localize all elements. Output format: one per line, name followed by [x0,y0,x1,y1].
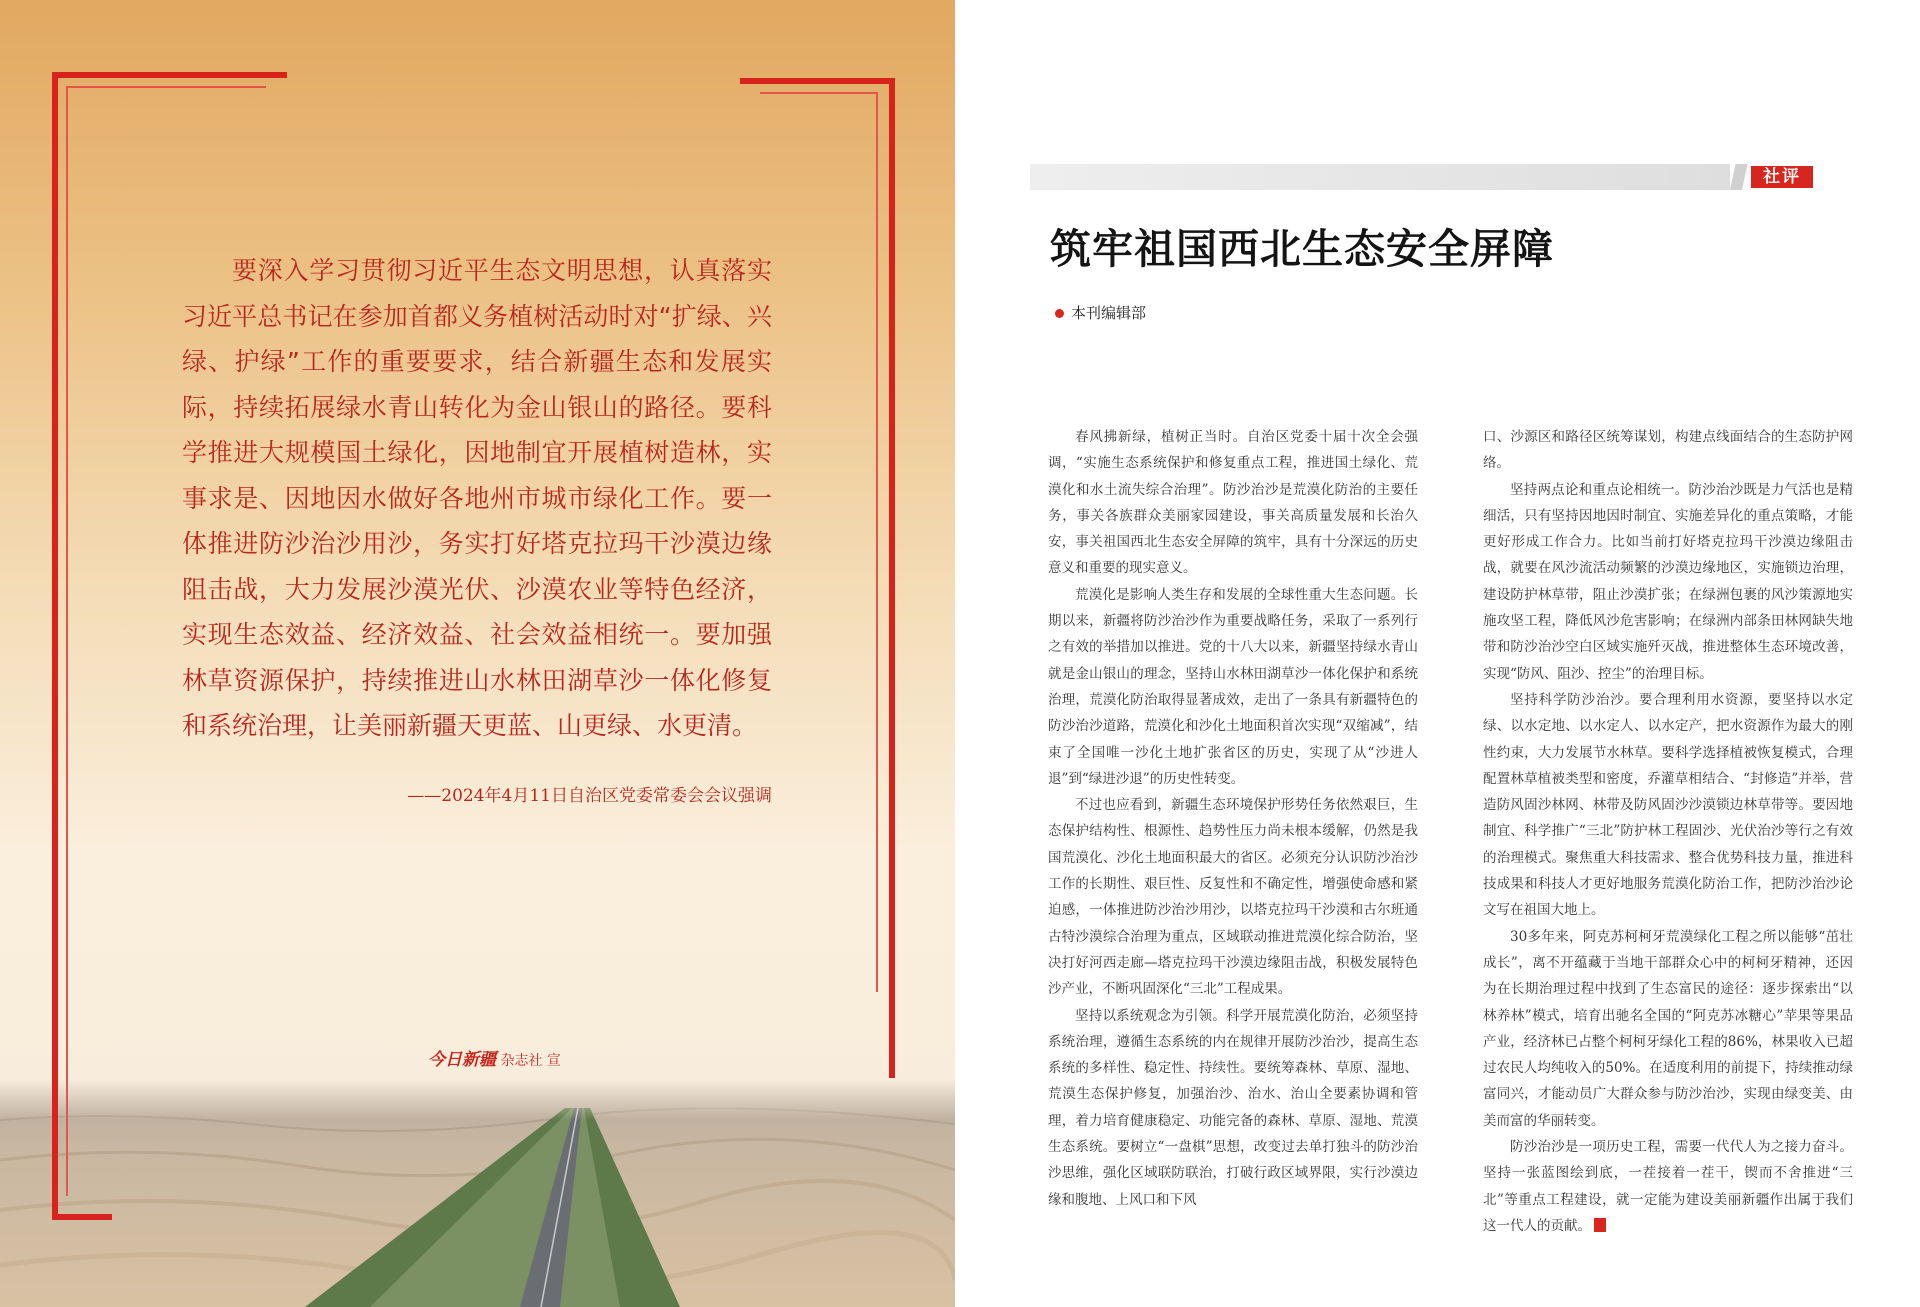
frame-right-bar [889,78,895,1078]
paragraph: 坚持两点论和重点论相统一。防沙治沙既是力气活也是精细活，只有坚持因地因时制宜、实施差异化的重点策略，才能更好形成工作合力。比如当前打好塔克拉玛干沙漠边缘阻击战，就要在风沙流活动频繁的沙漠边缘地区，实施锁边治理，建设防护林草带，阻止沙漠扩张；在绿洲包裹的风沙策源地实施攻坚工程，降低风沙危害影响；在绿洲内部条田林网缺失地带和防沙治沙空白区域实施歼灭战，推进整体生态环境改善，实现“防风、阻沙、控尘”的治理目标。 [1483,481,1853,682]
paragraph: 口、沙源区和路径区统筹谋划，构建点线面结合的生态防护网络。 [1483,429,1853,472]
frame-inner-top-right-line [760,92,878,94]
paragraph: 30多年来，阿克苏柯柯牙荒漠绿化工程之所以能够“茁壮成长”，离不开蕴藏于当地干部群众心中的柯柯牙精神，还因为在长期治理过程中找到了生态富民的途径：逐步探索出“以林养林”模式，培育出驰名全国的“阿克苏冰糖心”苹果等果品产业，经济林已占整个柯柯牙绿化工程的86%，林果收入已超过农民人均纯收入的50%。在适度利用的前提下，持续推动绿富同兴，才能动员广大群众参与防沙治沙，实现由绿变美、由美而富的华丽转变。 [1483,928,1853,1129]
paragraph: 坚持以系统观念为引领。科学开展荒漠化防治，必须坚持系统治理，遵循生态系统的内在规律开展防沙治沙，提高生态系统的多样性、稳定性、持续性。要统筹森林、草原、湿地、荒漠生态保护修复，加强治沙、治水、治山全要素协调和管理，着力培育健康稳定、功能完备的森林、草原、湿地、荒漠生态系统。要树立“一盘棋”思想，改变过去单打独斗的防沙治沙思维，强化区域联防联治，打破行政区域界限，实行沙漠边缘和腹地、上风口和下风 [1048,1007,1418,1208]
paragraph: 不过也应看到，新疆生态环境保护形势任务依然艰巨，生态保护结构性、根源性、趋势性压力尚未根本缓解，仍然是我国荒漠化、沙化土地面积最大的省区。必须充分认识防沙治沙工作的长期性、艰巨性、反复性和不确定性，增强使命感和紧迫感，一体推进防沙治沙用沙，以塔克拉玛干沙漠和古尔班通古特沙漠综合治理为重点，区域联动推进荒漠化综合防治，坚决打好河西走廊—塔克拉玛干沙漠边缘阻击战，积极发展特色沙产业，不断巩固深化“三北”工程成果。 [1048,797,1418,998]
frame-inner-right-line [876,92,878,992]
paragraph-last [1483,1134,1853,1239]
frame-top-left-bar [52,72,287,78]
right-page-article [955,0,1920,1307]
frame-inner-top-line [66,86,266,88]
header-gray-bar [1030,164,1730,190]
frame-inner-left-line [66,86,68,1196]
frame-left-bar [52,72,58,1220]
header-bar-cap [1730,164,1748,190]
publisher-logo: 今日新疆 [428,1050,496,1070]
paragraph: 春风拂新绿，植树正当时。自治区党委十届十次全会强调，“实施生态系统保护和修复重点工程，推进国土绿化、荒漠化和水土流失综合治理”。防沙治沙是荒漠化防治的主要任务，事关各族群众美丽家园建设，事关高质量发展和长治久安，事关祖国西北生态安全屏障的筑牢，具有十分深远的历史意义和重要的现实意义。 [1048,429,1418,577]
article-title: 筑牢祖国西北生态安全屏障 [1050,225,1554,273]
frame-bottom-left-bar [52,1214,112,1220]
quote-attribution: ——2024年4月11日自治区党委常委会会议强调 [407,786,772,806]
byline: 本刊编辑部 [1071,304,1147,322]
publisher-suffix: 杂志社 宣 [500,1053,561,1069]
section-tag-badge: 社评 [1751,166,1813,188]
left-page-poster [0,0,955,1307]
paragraph-last-text: 防沙治沙是一项历史工程，需要一代代人为之接力奋斗。坚持一张蓝图绘到底，一茬接着一茬干，锲而不舍推进“三北”等重点工程建设，就一定能为建设美丽新疆作出属于我们这一代人的贡献。 [1483,1139,1853,1234]
paragraph: 荒漠化是影响人类生存和发展的全球性重大生态问题。长期以来，新疆将防沙治沙作为重要战略任务，采取了一系列行之有效的举措加以推进。党的十八大以来，新疆坚持绿水青山就是金山银山的理念，坚持山水林田湖草沙一体化保护和系统治理，荒漠化防治取得显著成效，走出了一条具有新疆特色的防沙治沙道路，荒漠化和沙化土地面积首次实现“双缩减”，结束了全国唯一沙化土地扩张省区的历史，实现了从“沙进人退”到“绿进沙退”的历史性转变。 [1048,586,1418,787]
frame-top-right-bar [740,78,895,84]
quote-text: 要深入学习贯彻习近平生态文明思想，认真落实习近平总书记在参加首都义务植树活动时对“扩绿、兴绿、护绿”工作的重要要求，结合新疆生态和发展实际，持续拓展绿水青山转化为金山银山的路径。要科学推进大规模国土绿化，因地制宜开展植树造林，实事求是、因地因水做好各地州市城市绿化工作。要一体推进防沙治沙用沙，务实打好塔克拉玛干沙漠边缘阻击战，大力发展沙漠光伏、沙漠农业等特色经济，实现生态效益、经济效益、社会效益相统一。要加强林草资源保护，持续推进山水林田湖草沙一体化修复和系统治理，让美丽新疆天更蓝、山更绿、水更清。 [182,256,772,740]
byline-bullet-icon [1055,309,1064,318]
desert-road-image [0,1080,955,1307]
paragraph: 坚持科学防沙治沙。要合理利用水资源，要坚持以水定绿、以水定地、以水定人、以水定产，把水资源作为最大的刚性约束，大力发展节水林草。要科学选择植被恢复模式，合理配置林草植被类型和密度，乔灌草相结合、“封修造”并举，营造防风固沙林网、林带及防风固沙沙漠锁边林草带等。要因地制宜、科学推广“三北”防护林工程固沙、光伏治沙等行之有效的治理模式。聚焦重大科技需求、整合优势科技力量，推进科技成果和科技人才更好地服务荒漠化防治工作，把防沙治沙论文写在祖国大地上。 [1483,691,1853,919]
publisher-credit [428,1045,561,1070]
end-mark-icon [1594,1218,1606,1232]
article-column-right [1483,424,1853,1239]
article-column-left [1048,424,1418,1213]
